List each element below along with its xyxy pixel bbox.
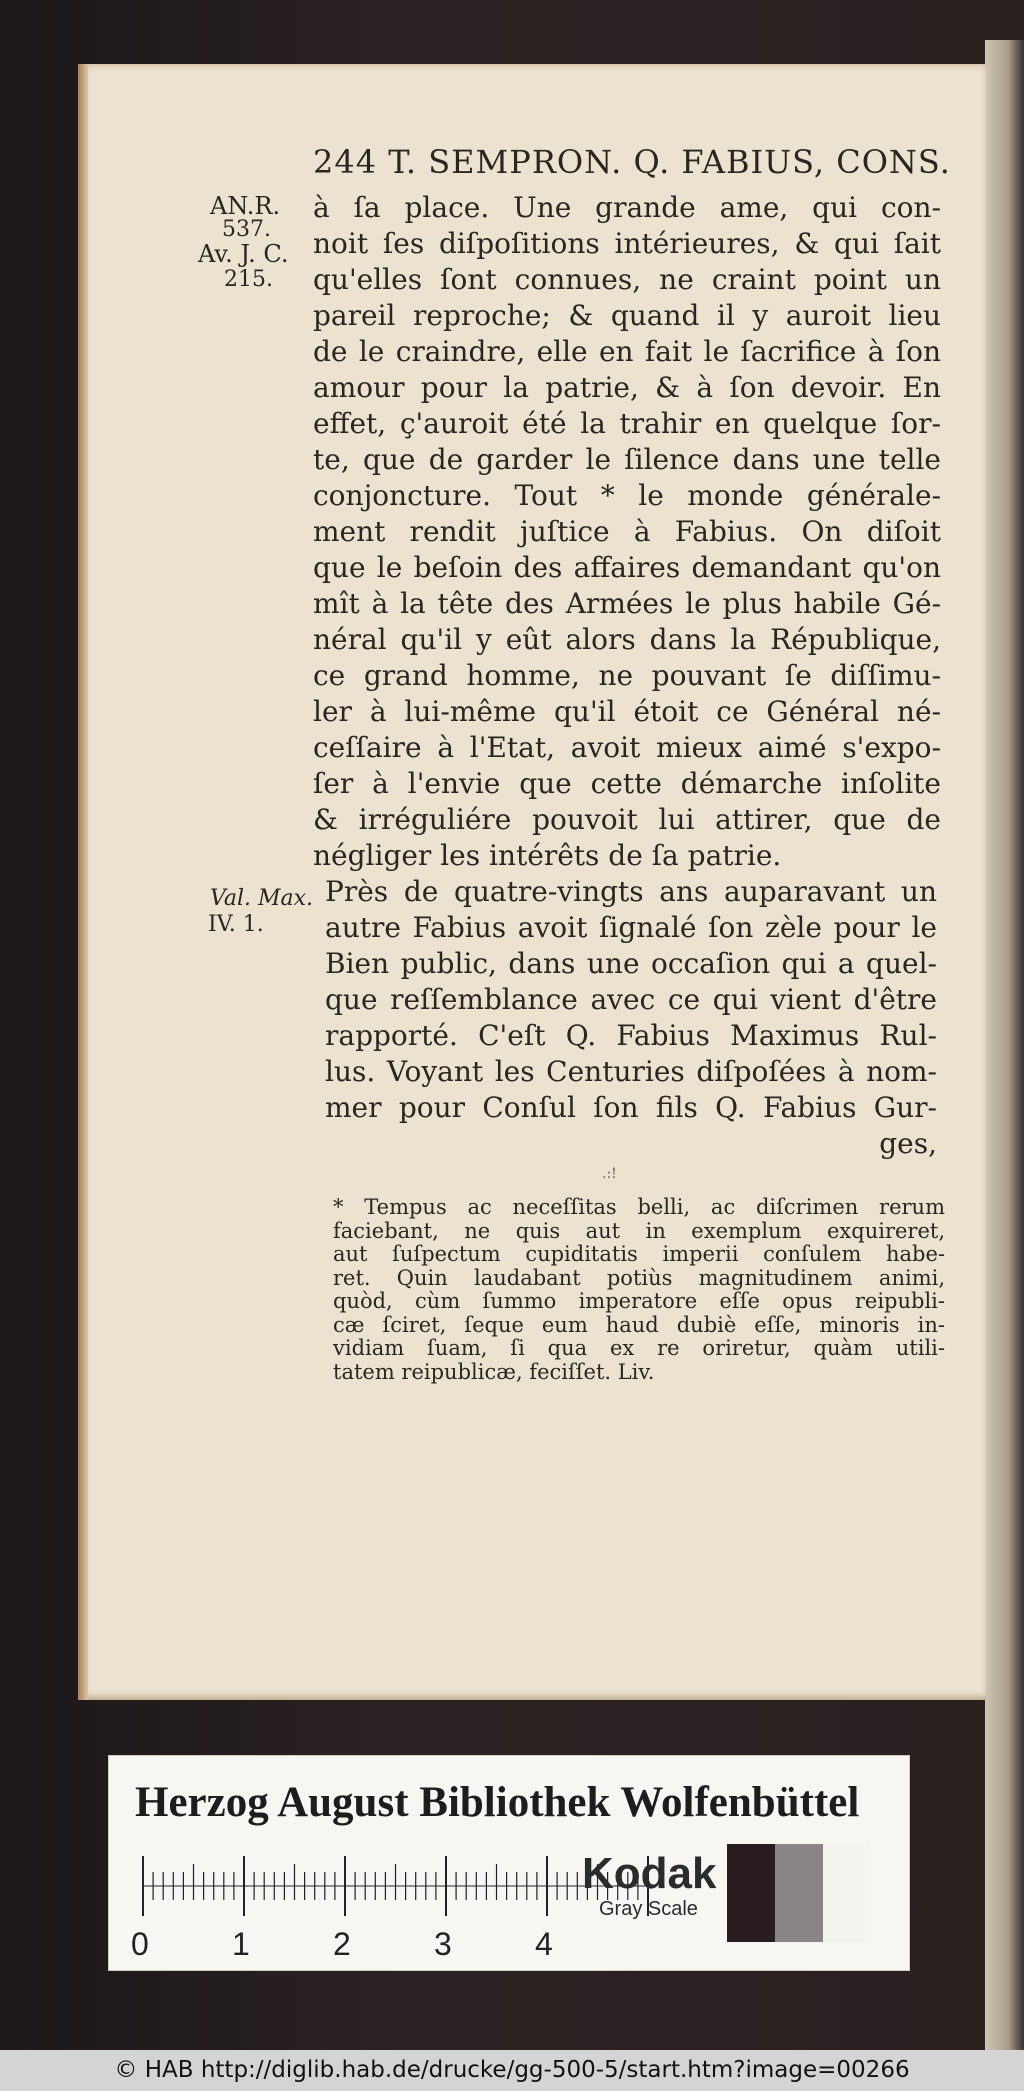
- paragraph-1-line: négliger les intérêts de ſa patrie.: [313, 839, 782, 872]
- paragraph-1-line: à ſa place. Une grande ame, qui con-: [313, 191, 941, 224]
- gray-swatches: [727, 1844, 875, 1942]
- ruler-num-3: 3: [434, 1926, 452, 1962]
- gray-scale-label: Gray Scale: [599, 1898, 698, 1920]
- copyright-footer: © HAB http://diglib.hab.de/drucke/gg-500-5/start.htm?image=00266: [0, 2050, 1024, 2091]
- paragraph-1-line: ment rendit juſtice à Fabius. On diſoit: [313, 515, 941, 548]
- paragraph-1-line: néral qu'il y eût alors dans la République,: [313, 623, 941, 656]
- library-color-card: [108, 1755, 910, 1971]
- paragraph-2-line: que reſſemblance avec ce qui vient d'être: [325, 983, 937, 1016]
- margin-an-r-label: AN.R.: [210, 192, 281, 220]
- paragraph-2-line: rapporté. C'eſt Q. Fabius Maximus Rul-: [325, 1019, 937, 1052]
- margin-val-ref: IV. 1.: [208, 912, 264, 937]
- ruler-num-1: 1: [232, 1926, 250, 1962]
- paragraph-1-line: qu'elles ſont connues, ne craint point un: [313, 263, 941, 296]
- paragraph-1-line: ceſſaire à l'Etat, avoit mieux aimé s'expo-: [313, 731, 941, 764]
- swatch-light: [823, 1844, 871, 1942]
- swatch-dark: [727, 1844, 775, 1942]
- footnote-line: ret. Quin laudabant potiùs magnitudinem animi,: [333, 1265, 945, 1290]
- paragraph-1-line: ce grand homme, ne pouvant ſe diſſimu-: [313, 659, 941, 692]
- paragraph-2-line: Bien public, dans une occaſion qui a quel-: [325, 947, 937, 980]
- paragraph-1-line: mît à la tête des Armées le plus habile Gé-: [313, 587, 941, 620]
- paragraph-1-line: ſer à l'envie que cette démarche inſolite: [313, 767, 941, 800]
- paragraph-2-line: mer pour Conſul ſon fils Q. Fabius Gur-: [325, 1091, 937, 1124]
- library-name: Herzog August Bibliothek Wolfenbüttel: [135, 1779, 860, 1826]
- page-smudge-mark: .:!: [602, 1166, 617, 1182]
- catchword: ges,: [879, 1127, 937, 1160]
- paragraph-1-line: noit ſes diſpoſitions intérieures, & qui ſait: [313, 227, 941, 260]
- footnote-line: aut ſuſpectum cupiditatis imperii conſulem habe-: [333, 1242, 945, 1266]
- paragraph-2-line: lus. Voyant les Centuries diſpoſées à nom-: [325, 1055, 937, 1088]
- paragraph-1-line: pareil reproche; & quand il y auroit lieu: [313, 299, 941, 332]
- paragraph-1-line: te, que de garder le ſilence dans une telle: [313, 443, 941, 476]
- kodak-logo: Kodak: [582, 1849, 717, 1898]
- footnote-line: tatem reipublicæ, feciſſet. Liv.: [333, 1359, 655, 1384]
- paragraph-2: [325, 874, 937, 1126]
- paragraph-1-line: que le beſoin des affaires demandant qu'on: [313, 551, 941, 584]
- ruler-num-0: 0: [131, 1926, 149, 1962]
- paragraph-1-line: effet, ç'auroit été la trahir en quelque ſor-: [313, 407, 941, 440]
- margin-an-r-value: 537.: [222, 217, 271, 242]
- paragraph-1-line: ler à lui-même qu'il étoit ce Général né-: [313, 695, 941, 728]
- paragraph-1-line: conjoncture. Tout * le monde généralе-: [313, 479, 941, 512]
- footnote-line: cæ ſciret, ſeque eum haud dubiè eſſe, minoris in-: [333, 1312, 945, 1337]
- paragraph-1-line: de le craindre, elle en fait le ſacrifice à ſon: [313, 335, 941, 368]
- margin-val-max: Val. Max.: [210, 886, 314, 911]
- catchword-line: [325, 1126, 937, 1162]
- running-head: 244 T. SEMPRON. Q. FABIUS, CONS.: [313, 143, 951, 181]
- swatch-mid: [775, 1844, 823, 1942]
- margin-av-jc-value: 215.: [224, 267, 273, 292]
- footnote-line: * Tempus ac neceſſitas belli, ac diſcrimen rerum: [333, 1195, 945, 1219]
- footnote: [333, 1196, 945, 1384]
- adjacent-page-edge: [985, 40, 1024, 2050]
- footnote-line: faciebant, ne quis aut in exemplum exquireret,: [333, 1218, 945, 1243]
- ruler-scale: [139, 1856, 659, 1916]
- ruler-num-2: 2: [333, 1926, 351, 1962]
- margin-av-jc-label: Av. J. C.: [198, 240, 289, 268]
- paragraph-1-line: amour pour la patrie, & à ſon devoir. En: [313, 371, 941, 404]
- paragraph-1: [313, 190, 941, 874]
- footnote-line: quòd, cùm ſummo imperatore eſſe opus reipubli-: [333, 1289, 945, 1313]
- paragraph-2-line: Près de quatre-vingts ans auparavant un: [325, 875, 937, 908]
- ruler-num-4: 4: [535, 1926, 553, 1962]
- paragraph-1-line: & irréguliére pouvoit lui attirer, que de: [313, 803, 941, 836]
- paragraph-2-line: autre Fabius avoit ſignalé ſon zèle pour le: [325, 911, 937, 944]
- footnote-line: vidiam ſuam, ſi qua ex re oriretur, quàm utili-: [333, 1336, 945, 1360]
- page-gutter-edge: [78, 64, 88, 1700]
